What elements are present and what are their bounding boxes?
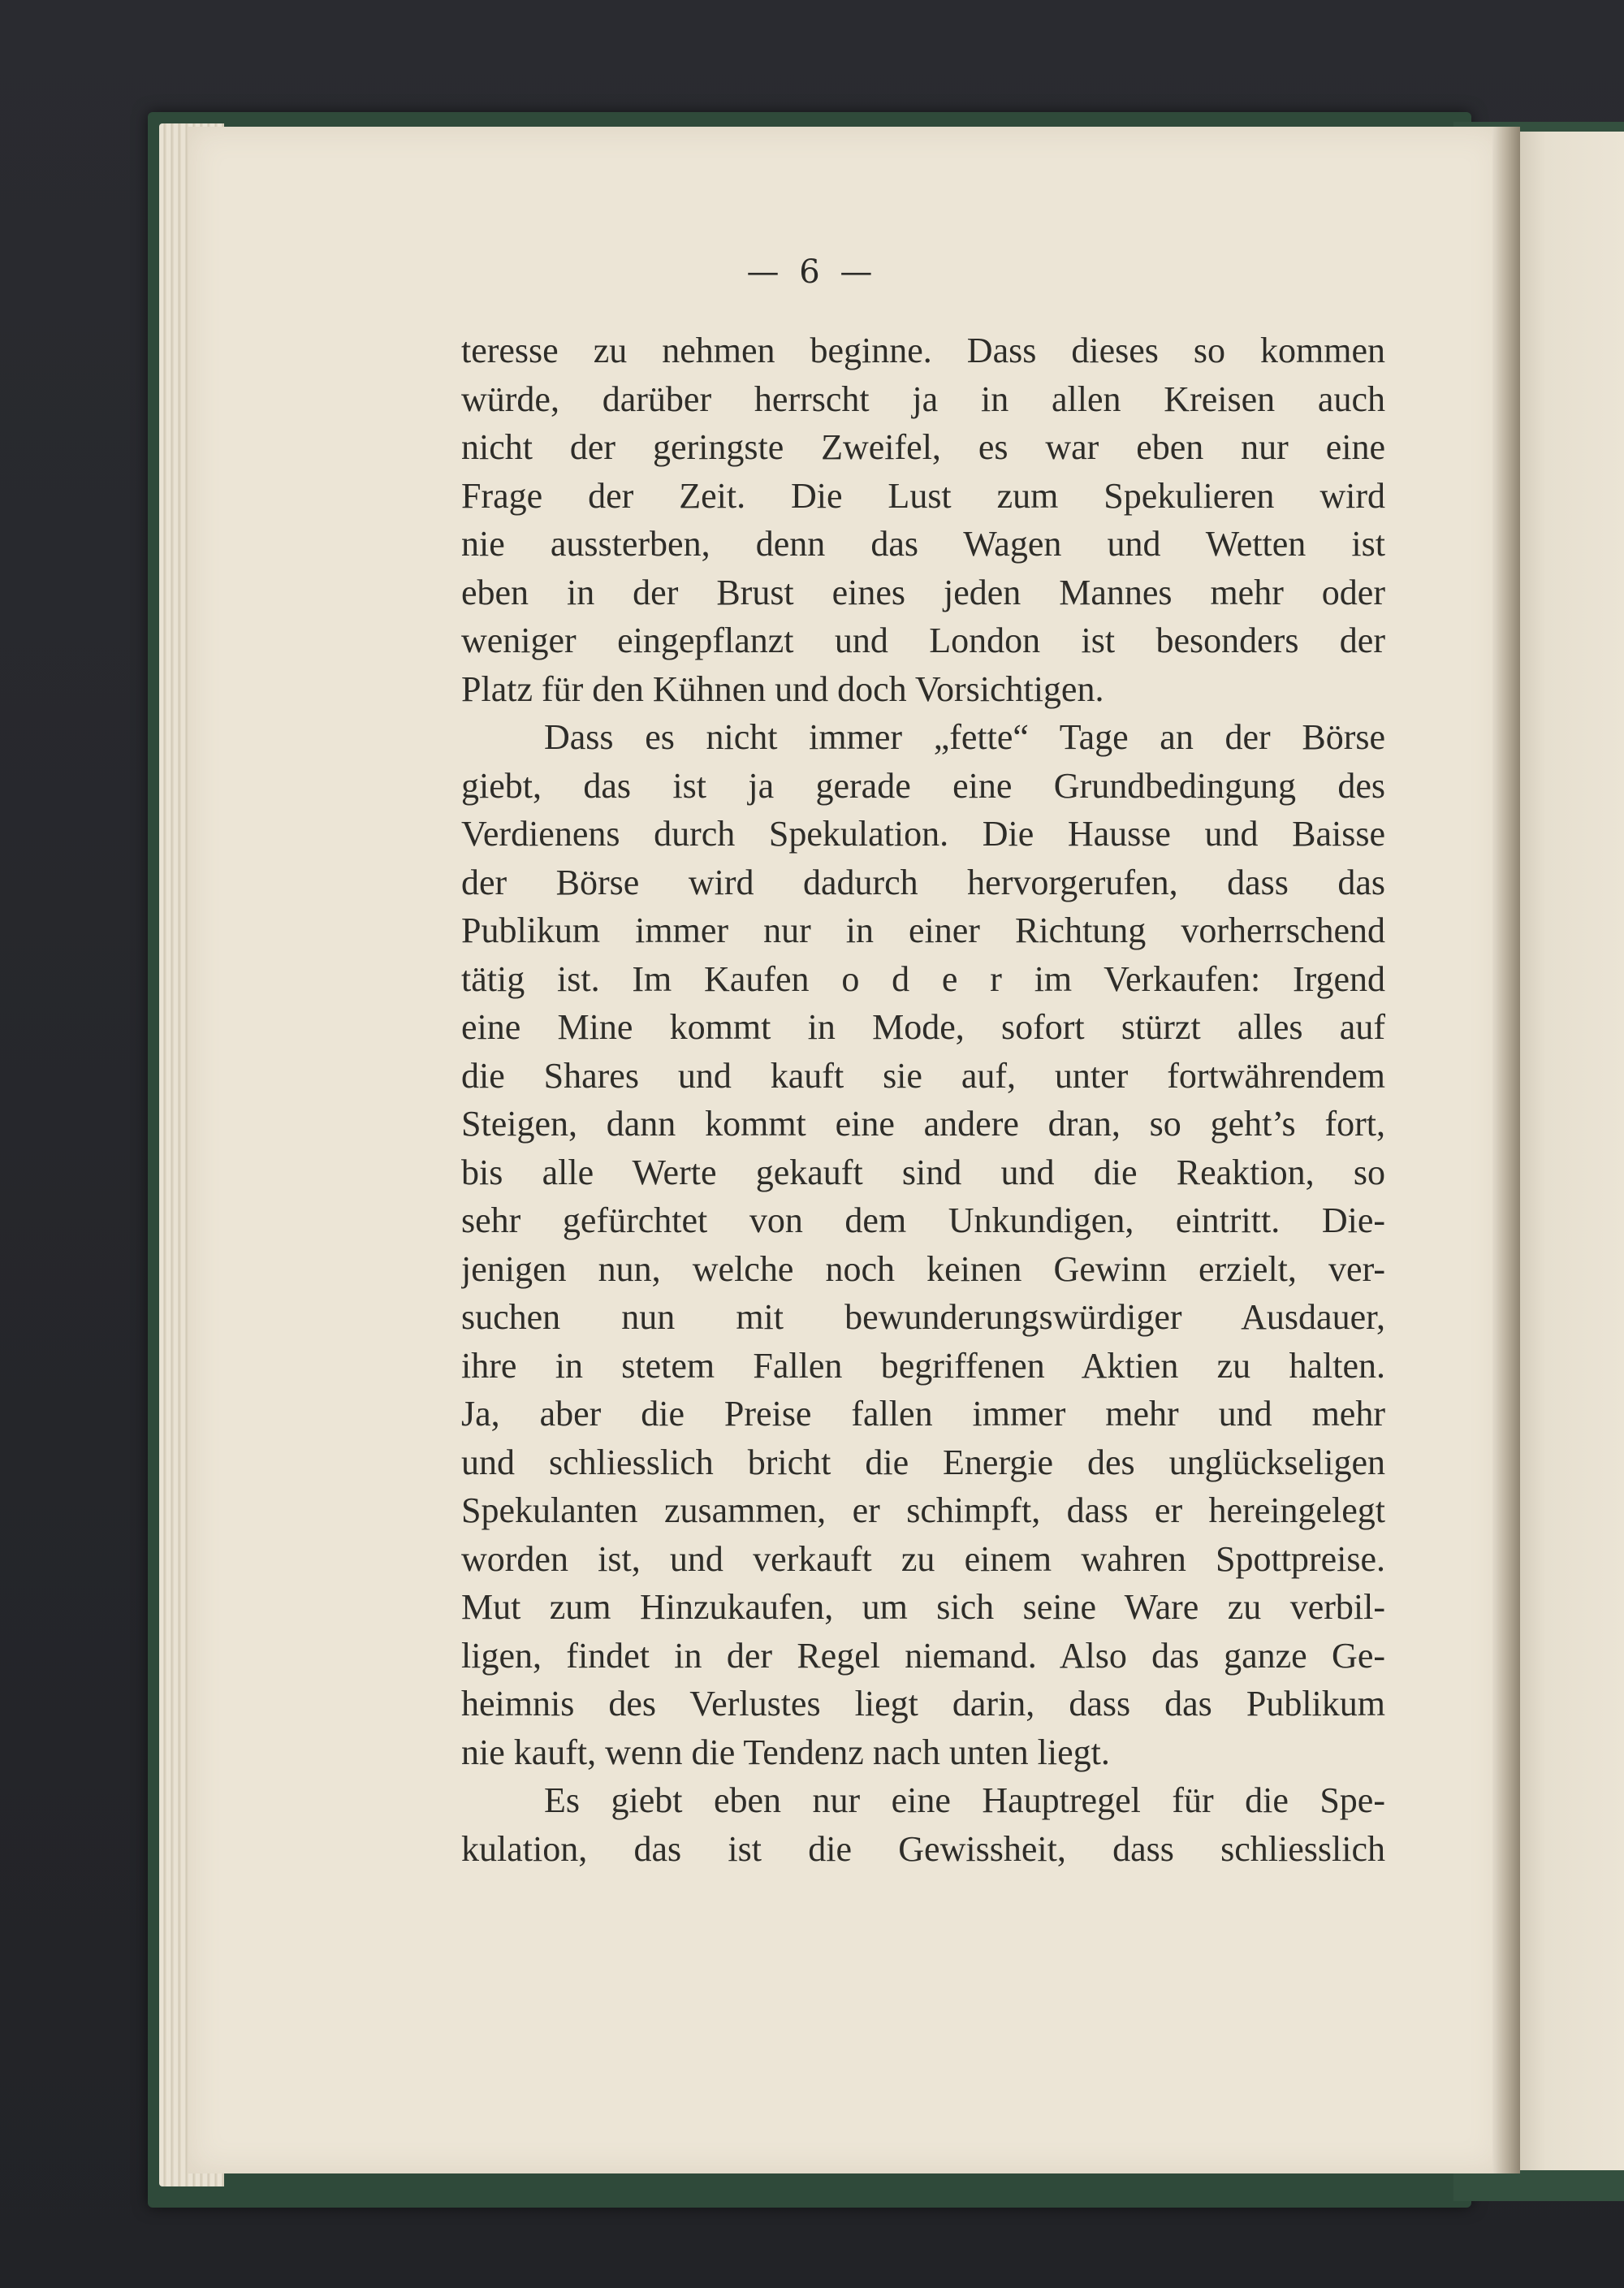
text-line: sehr gefürchtet von dem Unkundigen, eintritt. Die- [461, 1200, 1385, 1240]
text-line: kulation, das ist die Gewissheit, dass schliesslich [461, 1828, 1385, 1869]
text-line: tätig ist. Im Kaufen o d e r im Verkaufen: Irgend [461, 958, 1385, 999]
page-number: — 6 — [746, 253, 878, 291]
text-line: ihre in stetem Fallen begriffenen Aktien zu halten. [461, 1345, 1385, 1386]
text-line: teresse zu nehmen beginne. Dass dieses so kommen [461, 331, 1385, 370]
text-line: suchen nun mit bewunderungswürdiger Ausdauer, [461, 1297, 1385, 1337]
text-line: die Shares und kauft sie auf, unter fortwährendem [461, 1055, 1385, 1096]
text-line: Ja, aber die Preise fallen immer mehr und mehr [461, 1394, 1385, 1434]
text-line: würde, darüber herrscht ja in allen Kreisen auch [461, 378, 1385, 419]
text-line: Frage der Zeit. Die Lust zum Spekulieren wird [461, 475, 1385, 516]
text-line: Es giebt eben nur eine Hauptregel für die Spe- [544, 1780, 1385, 1820]
text-line: Dass es nicht immer „fette“ Tage an der Börse [544, 717, 1385, 757]
book-gutter [1492, 127, 1520, 2173]
text-line: jenigen nun, welche noch keinen Gewinn erzielt, ver- [461, 1248, 1385, 1289]
body-text [461, 327, 1385, 1873]
facing-page [1512, 132, 1624, 2170]
text-line: ligen, findet in der Regel niemand. Also das ganze Ge- [461, 1635, 1385, 1676]
text-line: weniger eingepflanzt und London ist besonders der [461, 621, 1385, 660]
text-line: nie kauft, wenn die Tendenz nach unten liegt. [461, 1732, 1110, 1772]
text-line: giebt, das ist ja gerade eine Grundbedingung des [461, 765, 1385, 806]
text-line: Steigen, dann kommt eine andere dran, so geht’s fort, [461, 1104, 1385, 1144]
text-line: Publikum immer nur in einer Richtung vorherrschend [461, 910, 1385, 950]
text-line: Spekulanten zusammen, er schimpft, dass er hereingelegt [461, 1490, 1385, 1530]
text-line: Mut zum Hinzukaufen, um sich seine Ware zu verbil- [461, 1587, 1385, 1627]
text-line: Verdienens durch Spekulation. Die Hausse und Baisse [461, 814, 1385, 854]
text-line: nie aussterben, denn das Wagen und Wetten ist [461, 524, 1385, 564]
text-line: nicht der geringste Zweifel, es war eben nur eine [461, 427, 1385, 467]
text-line: bis alle Werte gekauft sind und die Reaktion, so [461, 1152, 1385, 1192]
text-line: der Börse wird dadurch hervorgerufen, dass das [461, 862, 1385, 902]
text-line: Platz für den Kühnen und doch Vorsichtigen. [461, 668, 1104, 709]
text-line: worden ist, und verkauft zu einem wahren Spottpreise. [461, 1538, 1385, 1579]
text-line: und schliesslich bricht die Energie des unglückseligen [461, 1442, 1385, 1482]
text-line: heimnis des Verlustes liegt darin, dass das Publikum [461, 1684, 1385, 1724]
text-line: eine Mine kommt in Mode, sofort stürzt alles auf [461, 1007, 1385, 1047]
text-line: eben in der Brust eines jeden Mannes mehr oder [461, 572, 1385, 612]
